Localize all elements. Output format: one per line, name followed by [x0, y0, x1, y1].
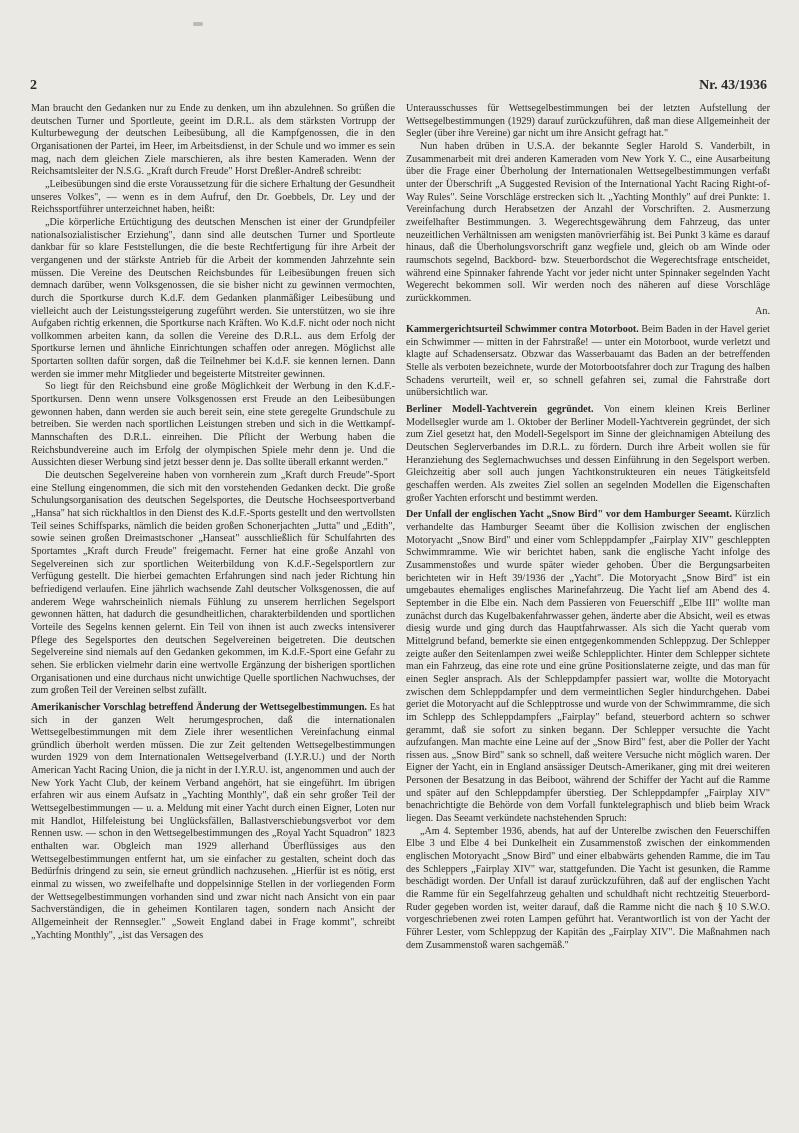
article-heading: Berliner Modell-Yachtverein gegründet.: [406, 404, 594, 416]
right-column: [406, 103, 770, 1113]
article-body: Beim Baden in der Havel geriet ein Schwimmer — mitten in der Fahrstraße! — unter ein Motorboot, wurde verletzt und klagte auf Schadensersatz. Obzwar das Wasserbauamt das Baden an der betreffenden Stelle als verboten bezeichnete, wurde der Motorbootsfahrer doch zur Tragung des halben Schadens verurteilt, weil er, so schnell gefahren sei, zumal die Fahrstraße dort unübersichtlich war.: [406, 324, 770, 399]
verdict-quote: „Am 4. September 1936, abends, hat auf der Unterelbe zwischen den Feuerschiffen Elbe 3 und Elbe 4 bei Dunkelheit ein Zusammenstoß zwischen der einkommenden englischen Motoryacht „Snow Bird" und einer elbabwärts gehenden Ramme, die im Tau des Schleppers „Fairplay XIV" war, stattgefunden. Die Yacht ist gesunken, die Ramme beschädigt worden. Der Unfall ist darauf zurückzuführen, daß auf der englischen Yacht die Ramme für ein Segelfahrzeug gehalten und schuldhaft nicht rechtzeitig Steuerbord-Ruder gegeben worden ist, weiter darauf, daß die Ramme nicht die nach § 10 S.W.O. vorgeschriebenen zwei roten Lampen geführt hat. Verantwortlich ist von der Yacht der Führer Lester, vom Schleppzug der Kapitän des „Fairplay XIV". Die Maßnahmen nach dem Zusammenstoß waren sachgemäß.": [406, 825, 770, 951]
quote-paragraph: „Leibesübungen sind die erste Voraussetzung für die sichere Erhaltung der Gesundheit unseres Volkes", — wenn es in dem Aufruf, den Dr. Goebbels, Dr. Ley und der Reichssportführer unterzeichnet haben, heißt:: [31, 178, 395, 216]
quote-paragraph: „Die körperliche Ertüchtigung des deutschen Menschen ist einer der Grundpfeiler nationalsozialistischer Erziehung", dann sind alle deutschen Turner und Sportleute dankbar für so klare Feststellungen, die die beste Rechtfertigung für ihre Arbeit der vergangenen und der stärkste Antrieb für die Arbeit der kommenden Jahrzehnte sein müssen. Die Vereine des Deutschen Reichsbundes für Leibesübungen freuen sich demnach darüber, wenn Volksgenossen, die sie bisher nicht zu gewinnen vermochten, durch die Sportkurse durch K.d.F. dem Gedanken planmäßiger Leibesübung und vielleicht auch der Leistungssteigerung zugeführt werden. Sie unterstützen, wo sie ihre Aufgaben richtig erkennen, die Sportkurse nach Kräften. Wo K.d.F. nicht oder noch nicht vollkommen arbeiten kann, da sollen die Vereine des D.R.L. aus dem Erfolg der Sportkurse lernen und ähnliche Einrichtungen schaffen oder anregen. Möglichst alle Sportarten sollten dafür sorgen, daß die Teilnehmer bei K.d.F. sie kennen lernen. Dann werden sie immer mehr Mitglieder und begeisterte Mitstreiter gewinnen.: [31, 216, 395, 380]
paragraph: Man braucht den Gedanken nur zu Ende zu denken, um ihn abzulehnen. So grüßen die deutschen Turner und Sportleute, geeint im D.R.L. als dem stärksten Vortrupp der Kulturbewegung der deutschen Leibesübung, all die Kampfgenossen, die in den Organisationen der Partei, im Heer, im Arbeitsdienst, in der Schule und wo immer es sein mag, nach dem gleichen Ziele marschieren, als ihre besten Kameraden. Wenn der Reichsamtsleiter der N.S.G. „Kraft durch Freude" Horst Dreßler-Andreß schreibt:: [31, 103, 395, 178]
page-header: [30, 78, 767, 100]
article-amerikanischer-vorschlag: [31, 702, 395, 942]
article-kammergerichtsurteil: [406, 324, 770, 400]
paragraph: Die deutschen Segelvereine haben von vornherein zum „Kraft durch Freude"-Sport eine Stellung eingenommen, die sich mit den vorstehenden Gedanken deckt. Die große Schulungsorganisation des deutschen Segelsportes, die Deutsche Hochseesportverband „Hansa" hat sich rückhaltlos in den Dienst des K.d.F.-Sports gestellt und den wertvollsten Teil seines Schiffsparks, nämlich die beiden großen Schonerjachten „Jutta" und „Edith", sowie seinen großen Dreimastschoner „Hanseat" ausschließlich für Schulfahrten des Sportamtes „Kraft durch Freude" freigemacht. Ferner hat eine große Anzahl von Segelvereinen sich zur sportlichen Weiterbildung von K.d.F.-Segelsportlern zur Verfügung gestellt. Die hierbei gemachten Erfahrungen sind nach jeder Richtung hin befriedigend verlaufen. Eine jährlich wachsende Zahl deutscher Volksgenossen, die auf anderem Wege wahrscheinlich niemals Fühlung zu unserem herrlichen Segelsport gewonnen hätten, hat dadurch die gesundheitlichen, charakterbildenden und sportlichen Vorteile des Segelns kennen gelernt. Ein Teil von ihnen ist auch zwecks intensiverer Pflege des Segelsportes den deutschen Segelvereinen beigetreten. Die deutschen Segelvereine sind niemals auf den Gedanken gekommen, im K.d.F.-Sport eine Gefahr zu sehen. Sie erblicken vielmehr darin eine wertvolle Ergänzung der bisherigen sportlichen Organisationen und eine durchaus nicht unwichtige Quelle sportlichen Nachwuchses, der zum großen Teil der Vereinen selbst zufällt.: [31, 470, 395, 697]
page-top-mark: [193, 22, 203, 26]
page-number: 2: [30, 78, 37, 93]
article-body: Es hat sich in der ganzen Welt herumgesprochen, daß die internationalen Wettsegelbestimmungen mit dem Ziele ihrer wesentlichen Vereinfachung einmal gründlich überholt werden müssen. Die zur Zeit geltenden Wettsegelbestimmungen wurden 1929 von dem Internationalen Wettsegelverband (I.Y.R.U.) und der North American Yacht Racing Union, die ja nicht in der I.Y.R.U. ist, angenommen und auch der New York Yacht Club, der keinem Verband angehört, hat sie eingeführt. Im übrigen erfahren wir aus einem Aufsatz in „Yachting Monthly", daß ein sehr großer Teil der Wettsegelbestimmungen — u. a. Meldung mit einer Yacht durch einen Eigner, Loten nur mit Handlot, Hilfeleistung bei Unglücksfällen, Ballastverschiebungsverbot vor dem Rennen usw. — schon in den Wettsegelbestimmungen des „Royal Yacht Squadron" 1823 enthalten war. Obgleich man 1929 allerhand Überflüssiges aus den Wettsegelbestimmungen entfernt hat, um sie einfacher zu gestalten, scheint doch das Bedürfnis dringend zu sein, sie erneut gründlich nachzusehen. „Hierfür ist es nötig, erst einmal zu wissen, wo zweifelhafte und doppelsinnige Stellen in der vorliegenden Form der Wettsegelbestimmungen vorhanden sind und zwar nicht nach Ansicht von ein paar Sachverständigen, die in geheimen Kontilaren tagen, sondern nach Ansicht der Allgemeinheit der Rennsegler." „Soweit England dabei in Frage kommt", schreibt „Yachting Monthly", „ist das Versagen des: [31, 701, 395, 941]
paragraph: Unterausschusses für Wettsegelbestimmungen bei der letzten Aufstellung der Wettsegelbestimmungen (1929) darauf zurückzuführen, daß man diese Allgemeinheit der Segler (über ihre Vereine) gar nicht um ihre Ansicht gefragt hat.": [406, 103, 770, 140]
left-column: [31, 103, 395, 1113]
article-snow-bird: [406, 509, 770, 825]
author-signature: An.: [755, 305, 770, 317]
paragraph: Nun haben drüben in U.S.A. der bekannte Segler Harold S. Vanderbilt, in Zusammenarbeit mit drei anderen Kameraden vom New York Y. C., eine Ausarbeitung über die Frage einer Überholung der Internationalen Wettsegelbestimmungen verfaßt unter der Überschrift „A Suggested Revision of the International Yacht Racing Right-of-Way Rules". Seine Vorschläge erstrecken sich lt. „Yachting Monthly" auf drei Punkte: 1. Vereinfachung durch Herabsetzen der Anzahl der Vorschriften. 2. Ausmerzung zweifelhafter Bestimmungen. 3. Wegerechtsgewährung dem Fahrzeug, das unter neuzeitlichen Verhältnissen am wenigsten manövrierfähig ist. Bei Punkt 3 käme es darauf hinaus, daß die Überholungsvorschrift ganz wegfiele und, gleich ob am Winde oder raumschots segelnd, Backbord- bzw. Steuerbordschot die Wegerechtsfrage entscheidet, während eine Spinnaker fahrende Yacht vor jeder nicht unter Spinnaker segelnden Yacht Wegerecht bekommen soll. Wir werden noch des näheren auf diese Vorschläge zurückkommen.: [406, 140, 770, 304]
article-heading: Der Unfall der englischen Yacht „Snow Bird" vor dem Hamburger Seeamt.: [406, 509, 732, 521]
article-heading: Kammergerichtsurteil Schwimmer contra Motorboot.: [406, 324, 639, 336]
paragraph: So liegt für den Reichsbund eine große Möglichkeit der Werbung in den K.d.F.-Sportkursen. Denn wenn unsere Volksgenossen erst Freude an den Leibesübungen gewonnen haben, dann werden sie auch bereit sein, eine stete geregelte Grundschule zu betreiben. Sie werden nach sportlichen Leistungen streben und sich in die Wettkampf-Mannschaften des D.R.L. einreihen. Die Pflicht der Werbung haben die Reichsbundvereine auch im Erfolg der olympischen Spiele mehr denn je. Und die Aussichten dieser Werbung sind jetzt besser denn je. Das sollte überall erkannt werden.": [31, 381, 395, 469]
issue-number: Nr. 43/1936: [699, 78, 767, 93]
article-heading: Amerikanischer Vorschlag betreffend Änderung der Wettsegelbestimmungen.: [31, 701, 367, 713]
article-body: Von einem kleinen Kreis Berliner Modellsegler wurde am 1. Oktober der Berliner Modell-Yachtverein gegründet, der sich zum Ziel gesetzt hat, den Modell-Segelsport im Sinne der gleichnamigen Abteilung des Deutschen Seglerverbandes im D.R.L. zu fördern. Durch ihre Arbeit wollen sie für Heranziehung des Seglernachwuchses und dessen Einführung in den Segelsport werben. Gleichzeitig aber soll auch jungen Yachtkonstrukteuren ein neues Tätigkeitsfeld geschaffen werden. Als zweites Ziel sollen an segelnden Modellen die Eigenschaften großer Yachten erforscht und bestimmt werden.: [406, 404, 770, 504]
article-body: Kürzlich verhandelte das Hamburger Seeamt über die Kollision zwischen der englischen Motoryacht „Snow Bird" und einer vom Schleppdampfer „Fairplay XIV" geschleppten Schwimmramme. Wie wir berichtet haben, sank die englische Yacht infolge des Zusammenstoßes und wurde später wieder gehoben. Über die Bergungsarbeiten berichteten wir in Heft 39/1936 der „Yacht". Die Motoryacht „Snow Bird" ist ein umgebautes ehemaliges englisches Marinefahrzeug. Die Yacht lief am Abend des 4. September in die Elbe ein. Nach dem Passieren von Feuerschiff „Elbe III" wollte man zunächst durch das Kugelbakenfahrwasser gehen, änderte aber die Absicht, weil es etwas diesig wurde und ging durch das Hauptfahrwasser. Als sich die Yacht querab vom Mittelgrund befand, bemerkte sie einen entgegenkommenden Schleppzug. Der Schlepper zeigte außer den Seitenlampen zwei weiße Schlepplichter. Hinter dem Schlepper sichtete man ein Fahrzeug, das eine rote und eine grüne Positionslaterne zeigte, und das man für einen Segler ansprach. Als der Schleppdampfer passiert war, wollte die Motoryacht zwischen dem Schleppdampfer und dem vermeintlichen Segler hindurchgehen. Dabei geriet die Motoryacht auf die Schlepptrosse und wurde von der Schwimmramme, die sich im Schlepp des Schleppdampfers „Fairplay" befand, steuerbord achtern so schwer gerammt, daß sie sofort zu sinken begann. Der Schlepper versuchte die Yacht aufzufangen. Man machte eine Leine auf der „Snow Bird" fest, aber die Poller der Yacht rissen aus. „Snow Bird" sank so schnell, daß weitere Versuche nicht möglich waren. Der Eigner der Yacht, ein in England ansässiger Deutsch-Amerikaner, ging mit drei weiteren Personen der Besatzung in das Beiboot, während der Schiffer der Yacht auf die Ramme und später auf den Schleppdampfer überstieg. Der Schleppdampfer „Fairplay XIV" benachrichtigte die Behörde von dem Vorfall funktelegraphisch und blieb beim Wrack liegen. Das Seeamt verkündete nachstehenden Spruch:: [406, 509, 770, 825]
article-modell-yachtverein: [406, 404, 770, 505]
